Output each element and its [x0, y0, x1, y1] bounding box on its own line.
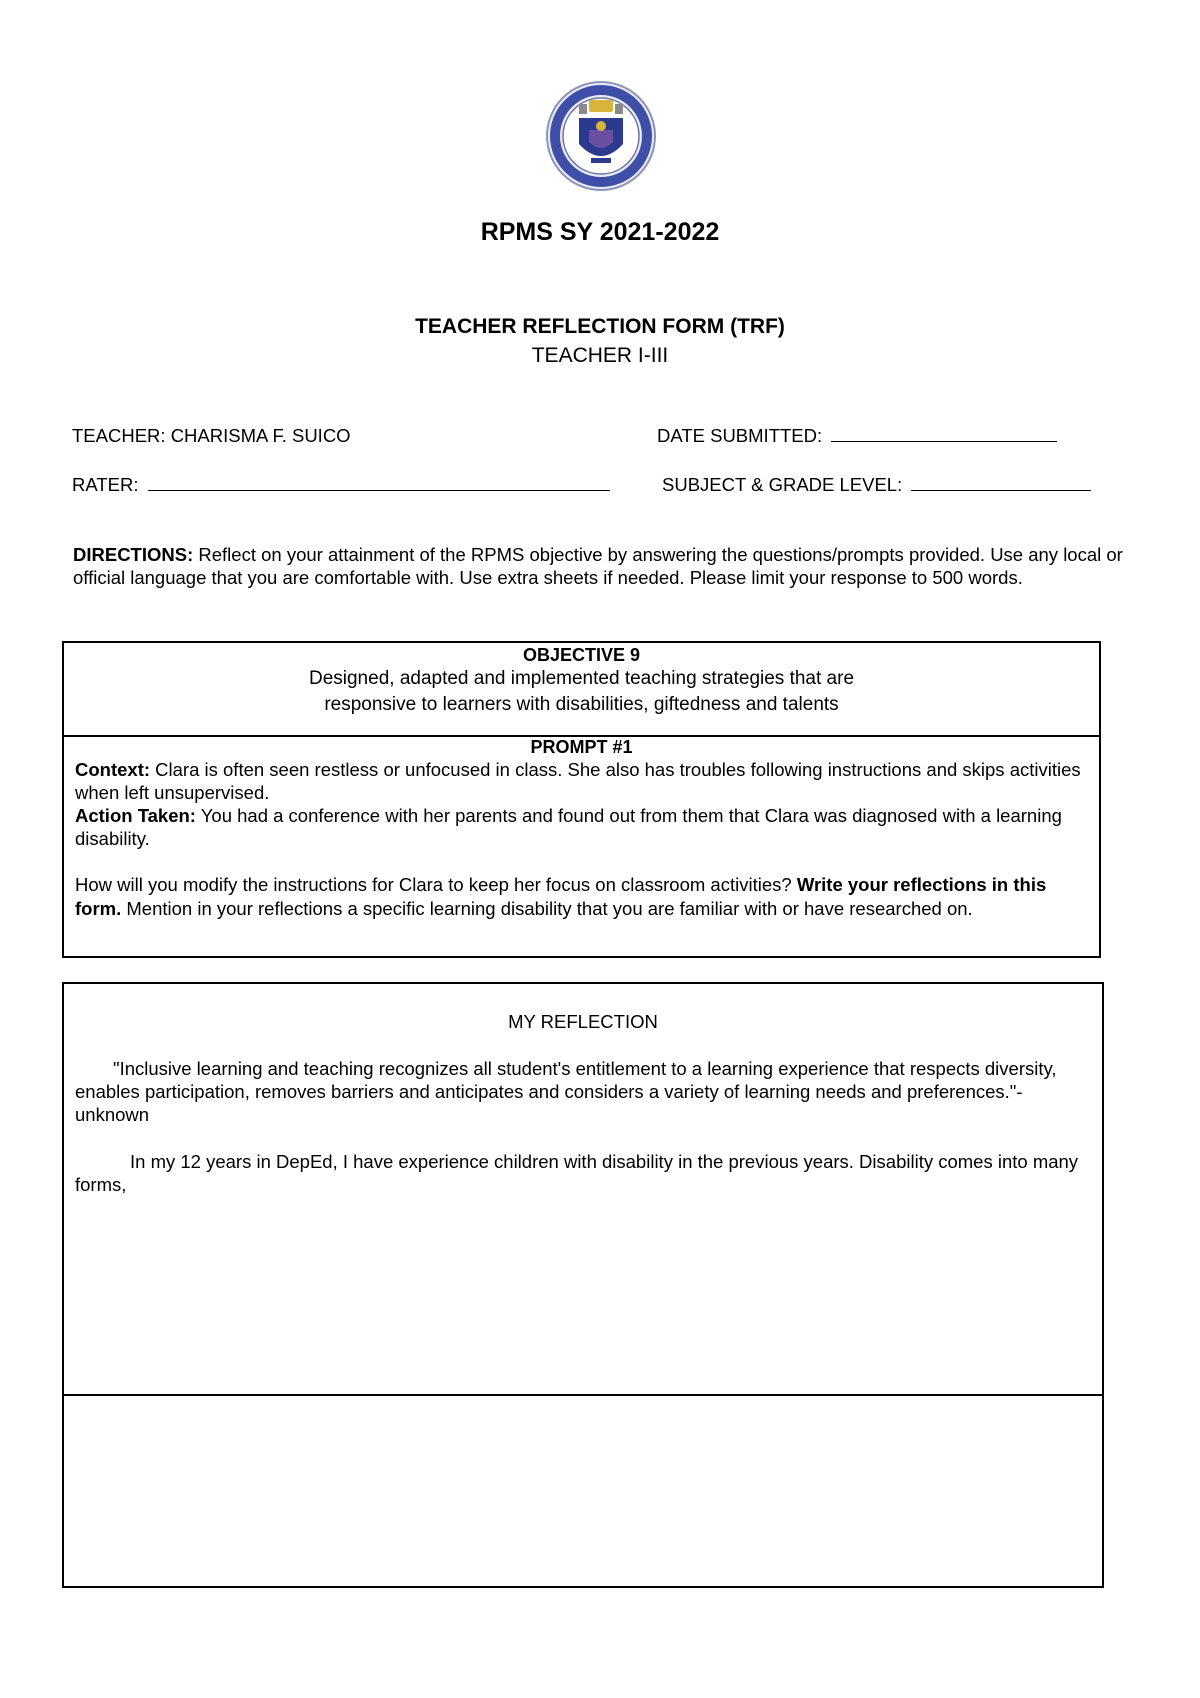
directions-text: Reflect on your attainment of the RPMS objective by answering the questions/prompts provided. Use any local or official language that you are comfortable with. Use extra sheets if needed. Please limit your response to 500 words.: [73, 544, 1123, 588]
directions-label: DIRECTIONS:: [73, 544, 194, 565]
reflection-heading: MY REFLECTION: [508, 1011, 658, 1032]
form-title: TEACHER REFLECTION FORM (TRF): [415, 315, 785, 338]
subject-grade-field: [662, 474, 1091, 496]
prompt-box: [62, 735, 1101, 958]
prompt-heading: PROMPT #1: [530, 737, 633, 757]
question-paragraph: [75, 873, 1089, 921]
question-text: How will you modify the instructions for Clara to keep her focus on classroom activities?: [75, 874, 797, 895]
date-submitted-label: DATE SUBMITTED:: [657, 425, 823, 446]
page-title: RPMS SY 2021-2022: [480, 218, 720, 246]
subject-grade-label: SUBJECT & GRADE LEVEL:: [662, 474, 903, 495]
teacher-value: CHARISMA F. SUICO: [170, 425, 351, 446]
action-label: Action Taken:: [75, 805, 196, 826]
extra-reflection-box[interactable]: [62, 1394, 1104, 1588]
objective-heading: OBJECTIVE 9: [522, 645, 641, 665]
subject-grade-line: [911, 474, 1091, 491]
rater-line: [148, 474, 610, 491]
reflection-paragraph: In my 12 years in DepEd, I have experience children with disability in the previous years. Disability comes into many forms,: [75, 1151, 1079, 1195]
reflection-box[interactable]: [62, 982, 1104, 1396]
deped-seal-icon: [545, 80, 657, 192]
rater-label: RATER:: [72, 474, 139, 495]
question-rest: Mention in your reflections a specific learning disability that you are familiar with or have researched on.: [121, 898, 973, 919]
context-paragraph: [75, 758, 1089, 804]
teacher-field: [72, 425, 351, 447]
objective-box: [62, 641, 1101, 737]
context-text: Clara is often seen restless or unfocused in class. She also has troubles following instructions and skips activities when left unsupervised.: [75, 759, 1081, 803]
rater-field: [72, 474, 610, 496]
date-submitted-field: [657, 425, 1057, 447]
action-text: You had a conference with her parents and found out from them that Clara was diagnosed with a learning disability.: [75, 805, 1062, 849]
question-bold: Write your reflections in this form.: [75, 874, 1047, 919]
objective-line-1: Designed, adapted and implemented teaching strategies that are: [308, 668, 855, 689]
reflection-body: [64, 1057, 1102, 1196]
reflection-quote: "Inclusive learning and teaching recognizes all student's entitlement to a learning experience that respects diversity, enables participation, removes barriers and anticipates and considers a variety of learning needs and preferences."-unknown: [75, 1058, 1057, 1125]
context-label: Context:: [75, 759, 151, 780]
teacher-label: TEACHER:: [72, 425, 166, 446]
objective-line-2: responsive to learners with disabilities, giftedness and talents: [324, 694, 839, 715]
prompt-body: [64, 758, 1099, 921]
date-submitted-line: [831, 425, 1057, 442]
action-paragraph: [75, 804, 1089, 850]
form-subtitle: TEACHER I-III: [531, 344, 669, 367]
directions: [73, 543, 1128, 589]
